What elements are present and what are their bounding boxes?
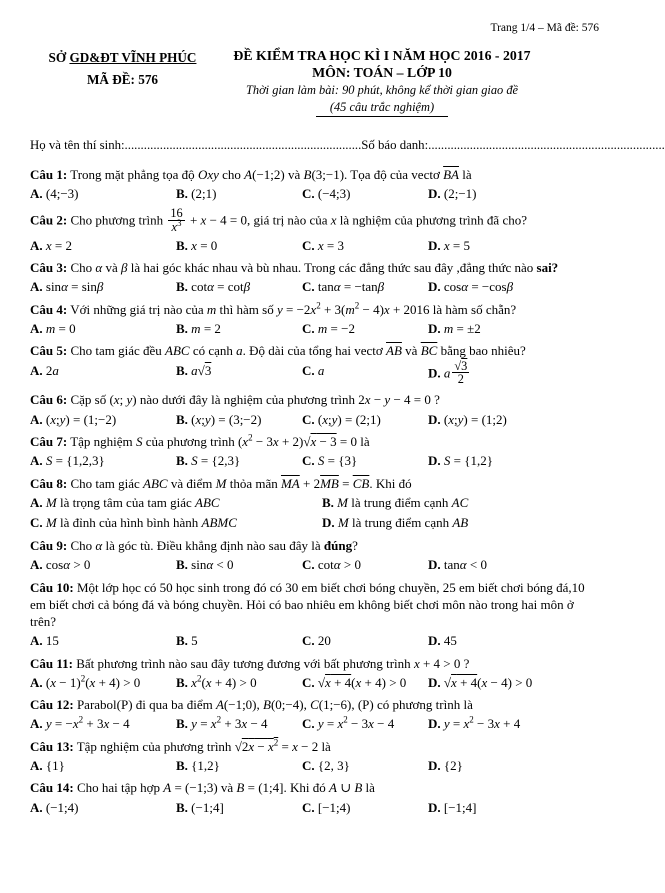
option-C: C. a bbox=[302, 362, 325, 378]
option-C: C. √ x + 4(x + 4) > 0 bbox=[302, 673, 428, 693]
option-key: A. bbox=[30, 186, 43, 202]
option-key: B. bbox=[176, 557, 188, 573]
option-key: A. bbox=[30, 237, 43, 253]
options-row bbox=[30, 756, 599, 776]
question-number: Câu 5: bbox=[30, 343, 68, 359]
option-key: C. bbox=[302, 411, 315, 427]
option-C: C. 20 bbox=[302, 633, 331, 648]
question-number: Câu 10: bbox=[30, 579, 74, 595]
option-key: A. bbox=[30, 279, 43, 295]
option-key: C. bbox=[302, 557, 315, 573]
option-B: B. m = 2 bbox=[176, 320, 221, 336]
option-key: A. bbox=[30, 557, 43, 573]
option-key: D. bbox=[428, 320, 441, 336]
option-key: A. bbox=[30, 674, 43, 690]
option-key: D. bbox=[428, 633, 441, 648]
duration-note: Thời gian làm bài: 90 phút, không kể thời gian giao đề bbox=[245, 83, 519, 98]
option-C: C. {2, 3} bbox=[302, 757, 350, 773]
options-row bbox=[30, 513, 599, 533]
option-C: C. S = {3} bbox=[302, 453, 358, 469]
option-D: D. (2;−1) bbox=[428, 186, 477, 202]
student-name-blank: .......................................................................... bbox=[124, 137, 362, 152]
question-3 bbox=[30, 259, 599, 297]
option-C: C. (x;y) = (2;1) bbox=[302, 411, 381, 427]
option-key: B. bbox=[176, 453, 188, 469]
option-A: A. cosα > 0 bbox=[30, 557, 91, 573]
option-key: D. bbox=[428, 557, 441, 573]
options-row bbox=[30, 451, 599, 471]
option-D: D. x = 5 bbox=[428, 237, 471, 253]
option-key: A. bbox=[30, 320, 43, 336]
option-D: D. 45 bbox=[428, 633, 457, 648]
option-C: C. (−4;3) bbox=[302, 186, 351, 202]
option-key: C. bbox=[302, 237, 315, 253]
option-D: D. M là trung điểm cạnh AB bbox=[322, 515, 469, 531]
exam-header bbox=[30, 47, 599, 117]
option-C: C. cotα > 0 bbox=[302, 557, 361, 573]
options-row bbox=[30, 277, 599, 297]
question-stem: Câu 13: Tập nghiệm của phương trình √ $2x - x^2 = x - 2$ là bbox=[30, 738, 599, 755]
question-2 bbox=[30, 205, 599, 255]
option-key: A. bbox=[30, 633, 43, 648]
question-stem: Câu 1: Trong mặt phẳng tọa độ Oxy cho A(−1;2) và B(3;−1). Tọa độ của vectơ $\overline{BA}$ là bbox=[30, 166, 472, 182]
option-key: C. bbox=[302, 799, 315, 815]
option-B: B. cotα = cotβ bbox=[176, 279, 251, 295]
exam-code: MÃ ĐỀ: 576 bbox=[86, 72, 159, 88]
question-number: Câu 7: bbox=[30, 434, 68, 450]
question-number: Câu 8: bbox=[30, 475, 68, 491]
question-11 bbox=[30, 655, 599, 693]
options-row bbox=[30, 673, 599, 693]
header-center-block bbox=[227, 47, 537, 117]
question-number: Câu 13: bbox=[30, 738, 74, 754]
option-C: C. $y = x^2 - 3x - 4$ bbox=[302, 714, 395, 732]
question-number: Câu 3: bbox=[30, 260, 68, 276]
option-key: D. bbox=[428, 237, 441, 253]
student-name-label: Họ và tên thí sinh: bbox=[30, 137, 125, 152]
option-D: D. S = {1,2} bbox=[428, 453, 493, 469]
options-row bbox=[30, 555, 599, 575]
question-8 bbox=[30, 475, 599, 533]
option-key: C. bbox=[302, 453, 315, 469]
option-key: B. bbox=[176, 799, 188, 815]
option-key: A. bbox=[30, 494, 43, 510]
question-stem: Câu 7: Tập nghiệm S của phương trình $(x^2 - 3x + 2)$ √ x − 3 = 0 là bbox=[30, 433, 599, 450]
option-key: B. bbox=[322, 494, 334, 510]
option-D: D. √ x + 4(x − 4) > 0 bbox=[428, 673, 599, 693]
question-stem: Câu 3: Cho α và β là hai góc khác nhau và bù nhau. Trong các đẳng thức sau đây ,đẳng thức nào sai? bbox=[30, 260, 559, 276]
question-9 bbox=[30, 537, 599, 575]
question-stem: Câu 5: Cho tam giác đều ABC có cạnh a. Độ dài của tổng hai vectơ $\overline{AB}$ và $\overline{BC}$ bằng bao nhiêu? bbox=[30, 343, 526, 359]
question-list bbox=[30, 166, 599, 817]
option-D: D. [−1;4] bbox=[428, 799, 477, 815]
option-A: A. (4;−3) bbox=[30, 186, 79, 202]
options-row bbox=[30, 410, 599, 430]
option-D: D. cosα = −cosβ bbox=[428, 279, 514, 295]
question-7 bbox=[30, 433, 599, 471]
question-count-note: (45 câu trắc nghiệm) bbox=[227, 100, 537, 117]
question-10 bbox=[30, 579, 599, 651]
question-number: Câu 11: bbox=[30, 655, 73, 671]
option-B: B. $x^2(x + 4) > 0$ bbox=[176, 673, 257, 690]
option-key: D. bbox=[428, 757, 441, 773]
option-key: D. bbox=[428, 411, 441, 427]
question-number: Câu 2: bbox=[30, 212, 68, 228]
question-5 bbox=[30, 342, 599, 387]
option-key: C. bbox=[302, 320, 315, 336]
option-key: D. bbox=[428, 799, 441, 815]
question-14 bbox=[30, 779, 599, 817]
option-D: D. tanα < 0 bbox=[428, 557, 487, 573]
option-key: D. bbox=[428, 364, 441, 380]
option-B: B. $y = x^2 + 3x - 4$ bbox=[176, 714, 268, 732]
question-number: Câu 6: bbox=[30, 392, 68, 408]
option-key: A. bbox=[30, 799, 43, 815]
option-D: D. a √ $\frac{3}{2}$ bbox=[428, 361, 599, 388]
option-key: C. bbox=[302, 186, 315, 202]
option-A: A. x = 2 bbox=[30, 237, 73, 253]
student-id-blank: .......................................................................... bbox=[428, 137, 665, 152]
option-C: C. M là đỉnh của hình bình hành ABMC bbox=[30, 515, 237, 531]
option-D: D. $y = x^2 - 3x + 4$ bbox=[428, 714, 521, 732]
option-D: D. {2} bbox=[428, 757, 463, 773]
option-A: A. {1} bbox=[30, 757, 65, 773]
option-key: C. bbox=[302, 633, 315, 648]
options-row bbox=[30, 319, 599, 339]
option-key: B. bbox=[176, 186, 188, 202]
option-key: B. bbox=[176, 320, 188, 336]
option-key: C. bbox=[302, 279, 315, 295]
option-key: A. bbox=[30, 716, 43, 732]
option-B: B. x = 0 bbox=[176, 237, 218, 253]
option-key: D. bbox=[428, 453, 441, 469]
option-B: B. S = {2,3} bbox=[176, 453, 241, 469]
question-number: Câu 1: bbox=[30, 166, 68, 182]
option-A: A. $y = -x^2 + 3x - 4$ bbox=[30, 714, 130, 732]
student-info-line bbox=[30, 137, 665, 153]
option-key: B. bbox=[176, 362, 188, 378]
option-A: A. $(x - 1)^2(x + 4) > 0$ bbox=[30, 673, 141, 690]
question-stem: Câu 4: Với những giá trị nào của m thì hàm số $y = -2x^2 + 3(m^2 - 4)x + 2016$ là hàm số chẵn? bbox=[30, 300, 517, 317]
header-left-block bbox=[30, 47, 215, 117]
option-C: C. tanα = −tanβ bbox=[302, 279, 385, 295]
question-number: Câu 12: bbox=[30, 697, 74, 713]
option-key: D. bbox=[428, 279, 441, 295]
option-key: A. bbox=[30, 411, 43, 427]
question-stem: Câu 14: Cho hai tập hợp A = (−1;3) và B = (1;4]. Khi đó A ∪ B là bbox=[30, 780, 375, 796]
option-A: A. sinα = sinβ bbox=[30, 279, 104, 295]
option-key: B. bbox=[176, 279, 188, 295]
option-B: B. M là trung điểm cạnh AC bbox=[322, 494, 469, 510]
option-B: B. a √ 3 bbox=[176, 361, 302, 388]
option-C: C. [−1;4) bbox=[302, 799, 351, 815]
option-key: D. bbox=[322, 515, 335, 531]
option-key: B. bbox=[176, 411, 188, 427]
option-key: C. bbox=[302, 757, 315, 773]
option-A: A. 15 bbox=[30, 633, 59, 648]
question-stem: Câu 2: Cho phương trình $\frac{16}{x^3}$ + x − 4 = 0, giá trị nào của x là nghiệm của phương trình đã cho? bbox=[30, 205, 527, 234]
exam-subject: MÔN: TOÁN – LỚP 10 bbox=[312, 65, 452, 81]
student-id-label: Số báo danh: bbox=[361, 137, 429, 152]
question-stem: Câu 11: Bất phương trình nào sau đây tương đương với bất phương trình x + 4 > 0 ? bbox=[30, 655, 470, 671]
option-key: A. bbox=[30, 757, 43, 773]
option-A: A. (−1;4) bbox=[30, 799, 79, 815]
options-row bbox=[30, 493, 599, 513]
department-name: SỞ GD&ĐT VĨNH PHÚC bbox=[48, 50, 197, 65]
question-stem: Câu 12: Parabol(P) đi qua ba điểm A(−1;0), B(0;−4), C(1;−6), (P) có phương trình là bbox=[30, 697, 473, 713]
exam-title: ĐỀ KIỂM TRA HỌC KÌ I NĂM HỌC 2016 - 2017 bbox=[233, 48, 531, 63]
option-key: C. bbox=[302, 674, 315, 690]
option-B: B. 5 bbox=[176, 633, 198, 648]
option-key: D. bbox=[428, 186, 441, 202]
option-B: B. (2;1) bbox=[176, 186, 217, 202]
options-row bbox=[30, 714, 599, 734]
option-key: C. bbox=[302, 716, 315, 732]
option-A: A. 2a bbox=[30, 362, 59, 378]
option-key: B. bbox=[176, 757, 188, 773]
question-stem: Câu 9: Cho α là góc tù. Điều khẳng định nào sau đây là đúng? bbox=[30, 537, 358, 553]
options-row bbox=[30, 798, 599, 818]
page-number-info: Trang 1/4 – Mã đề: 576 bbox=[490, 22, 599, 34]
question-stem: Câu 10: Một lớp học có 50 học sinh trong đó có 30 em biết chơi bóng chuyền, 25 em biết chơi bóng đá,10 em biết chơi cả bóng đá và bóng chuyền. Hỏi có bao nhiêu em không biết chơi môn nào trong hai môn ở trên? bbox=[30, 579, 585, 629]
options-row bbox=[30, 631, 599, 651]
question-4 bbox=[30, 301, 599, 339]
options-row bbox=[30, 358, 599, 388]
option-D: D. m = ±2 bbox=[428, 320, 481, 336]
option-B: B. (−1;4] bbox=[176, 799, 224, 815]
option-B: B. sinα < 0 bbox=[176, 557, 234, 573]
options-row bbox=[30, 236, 599, 256]
option-key: D. bbox=[428, 716, 441, 732]
option-key: B. bbox=[176, 674, 188, 690]
option-B: B. {1,2} bbox=[176, 757, 220, 773]
option-A: A. S = {1,2,3} bbox=[30, 453, 105, 469]
option-A: A. M là trọng tâm của tam giác ABC bbox=[30, 494, 220, 510]
option-C: C. m = −2 bbox=[302, 320, 355, 336]
options-row bbox=[30, 184, 599, 204]
question-12 bbox=[30, 696, 599, 734]
question-stem: Câu 6: Cặp số (x; y) nào dưới đây là nghiệm của phương trình 2x − y − 4 = 0 ? bbox=[30, 392, 440, 408]
option-A: A. m = 0 bbox=[30, 320, 76, 336]
option-key: D. bbox=[428, 674, 441, 690]
option-C: C. x = 3 bbox=[302, 237, 345, 253]
question-6 bbox=[30, 391, 599, 429]
question-1 bbox=[30, 166, 599, 204]
option-key: B. bbox=[176, 633, 188, 648]
question-number: Câu 9: bbox=[30, 537, 68, 553]
option-A: A. (x;y) = (1;−2) bbox=[30, 411, 117, 427]
option-key: B. bbox=[176, 237, 188, 253]
option-D: D. (x;y) = (1;2) bbox=[428, 411, 507, 427]
option-B: B. (x;y) = (3;−2) bbox=[176, 411, 262, 427]
question-number: Câu 4: bbox=[30, 301, 68, 317]
question-stem: Câu 8: Cho tam giác ABC và điểm M thỏa mãn $\overline{MA} + 2\overline{MB} = \overline{CB}$. Khi đó bbox=[30, 475, 412, 491]
option-key: B. bbox=[176, 716, 188, 732]
question-13 bbox=[30, 738, 599, 776]
option-key: A. bbox=[30, 362, 43, 378]
question-number: Câu 14: bbox=[30, 780, 74, 796]
option-key: C. bbox=[302, 362, 315, 378]
option-key: A. bbox=[30, 453, 43, 469]
option-key: C. bbox=[30, 515, 43, 531]
